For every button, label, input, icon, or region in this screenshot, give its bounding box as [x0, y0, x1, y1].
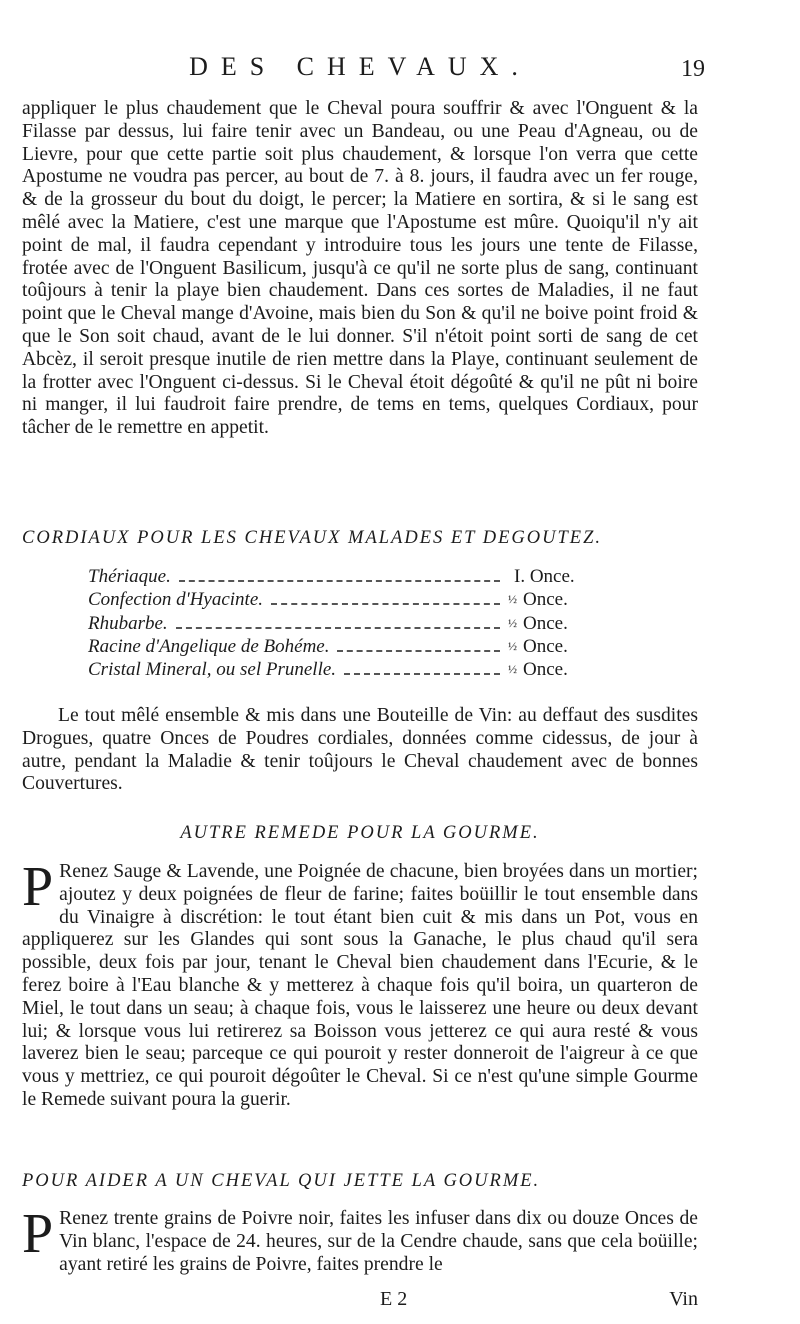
recipe-item [88, 658, 628, 681]
leader-dots [337, 649, 500, 652]
leader-dots [271, 602, 500, 605]
paragraph-text: appliquer le plus chaudement que le Cheval poura souffrir & avec l'Onguent & la Filasse par dessus, lui faire tenir avec un Bandeau, ou une Peau d'Agneau, ou de Lievre, pour que cette partie soit plus chaudement, & lorsque l'on verra que cette Apostume ne voudra pas percer, au bout de 7. à 8. jours, il faudra avec un fer rouge, & de la grosseur du bout du doigt, le percer; la Matiere en sortira, & si le sang est mêlé avec la Matiere, c'est une marque que l'Apostume est mûre. Quoiqu'il n'y ait point de mal, il faudra cependant y introduire tous les jours une tente de Filasse, frotée avec de l'Onguent Basilicum, jusqu'à ce qu'il ne sorte plus de sang, continuant toûjours à tenir la playe bien chaudement. Dans ces sortes de Maladies, il ne faut point que le Cheval mange d'Avoine, mais bien du Son & qu'il ne boive point froid & que le Son soit chaud, avant de le lui donner. S'il n'étoit point sorti de sang de cet Abcèz, il seroit presque inutile de rien mettre dans la Playe, continuant seulement de la frotter avec l'Onguent ci-dessus. Si le Cheval étoit dégoûté & qu'il ne pût ni boire ni manger, il lui faudroit faire prendre, de tems en tems, quelques Cordiaux, pour tâcher de le remettre en appetit. [22, 98, 698, 439]
paragraph-apostume-treatment [22, 98, 698, 440]
ingredient-quantity: ½ Once. [508, 612, 568, 634]
ingredient-name: Cristal Mineral, ou sel Prunelle. [88, 659, 337, 681]
leader-dots [344, 672, 500, 675]
paragraph-gourme-remedy [22, 856, 698, 1112]
running-head: DES CHEVAUX. [189, 52, 531, 81]
section-heading-cordiaux: CORDIAUX POUR LES CHEVAUX MALADES ET DEGOUTEZ. [22, 528, 602, 548]
paragraph-text: Renez Sauge & Lavende, une Poignée de chacune, bien broyées dans un mortier; ajoutez y deux poignées de fleur de farine; faites boüillir le tout ensemble dans du Vinaigre à discrétion: le tout étant bien cuit & mis dans un Pot, vous en appliquerez sur les Glandes qui sont sous la Ganache, le plus chaud qu'il sera possible, deux fois par jour, tenant le Cheval bien chaudement dans l'Ecurie, & le ferez boire à l'Eau blanche & y metterez à chaque fois qu'il boira, un quarteron de Miel, le tout dans un seau; à chaque fois, vous le laisserez une heure ou deux devant lui; & lorsque vous lui retirerez sa Boisson vous jetterez ce qui aura resté & vous laverez bien le seau; parceque ce qui pouroit y rester donneroit de l'aigreur à ce que vous y mettriez, ce qui pouroit dégoûter le Cheval. Si ce n'est qu'une simple Gourme le Remede suivant poura la guerir. [22, 861, 698, 1110]
recipe-item [88, 635, 628, 658]
page-footer [22, 1288, 698, 1314]
catchword: Vin [669, 1288, 698, 1310]
recipe-item [88, 588, 628, 611]
section-heading-remede-gourme: AUTRE REMEDE POUR LA GOURME. [180, 823, 540, 843]
ingredient-quantity: ½ Once. [508, 635, 568, 657]
leader-dots [179, 579, 500, 582]
ingredient-name: Confection d'Hyacinte. [88, 589, 264, 611]
section-heading-aider-cheval: POUR AIDER A UN CHEVAL QUI JETTE LA GOURME. [22, 1171, 541, 1191]
drop-cap: P [22, 856, 54, 918]
paragraph-mixing-instructions [22, 705, 698, 796]
leader-dots [176, 626, 500, 629]
paragraph-text: Le tout mêlé ensemble & mis dans une Bouteille de Vin: au deffaut des susdites Drogues, quatre Onces de Poudres cordiales, données comme cidessus, de jour à autre, pendant la Maladie & tenir toûjours le Cheval chaudement avec de bonnes Couvertures. [22, 705, 698, 795]
ingredient-quantity: I. Once. [514, 566, 575, 587]
recipe-list [88, 565, 628, 681]
ingredient-name: Thériaque. [88, 566, 171, 587]
ingredient-quantity: ½ Once. [508, 589, 568, 611]
paragraph-poivre-recipe [22, 1203, 698, 1276]
ingredient-name: Rhubarbe. [88, 612, 168, 634]
paragraph-text: Renez trente grains de Poivre noir, faites les infuser dans dix ou douze Onces de Vin blanc, l'espace de 24. heures, sur de la Cendre chaude, sans que cela boüille; ayant retiré les grains de Poivre, faites prendre le [59, 1208, 698, 1275]
recipe-item [88, 612, 628, 635]
ingredient-name: Racine d'Angelique de Bohéme. [88, 635, 330, 657]
signature-mark: E 2 [380, 1288, 408, 1310]
drop-cap: P [22, 1203, 54, 1265]
recipe-item [88, 565, 628, 588]
page-number: 19 [681, 56, 705, 82]
page-header [0, 52, 800, 92]
ingredient-quantity: ½ Once. [508, 659, 568, 681]
